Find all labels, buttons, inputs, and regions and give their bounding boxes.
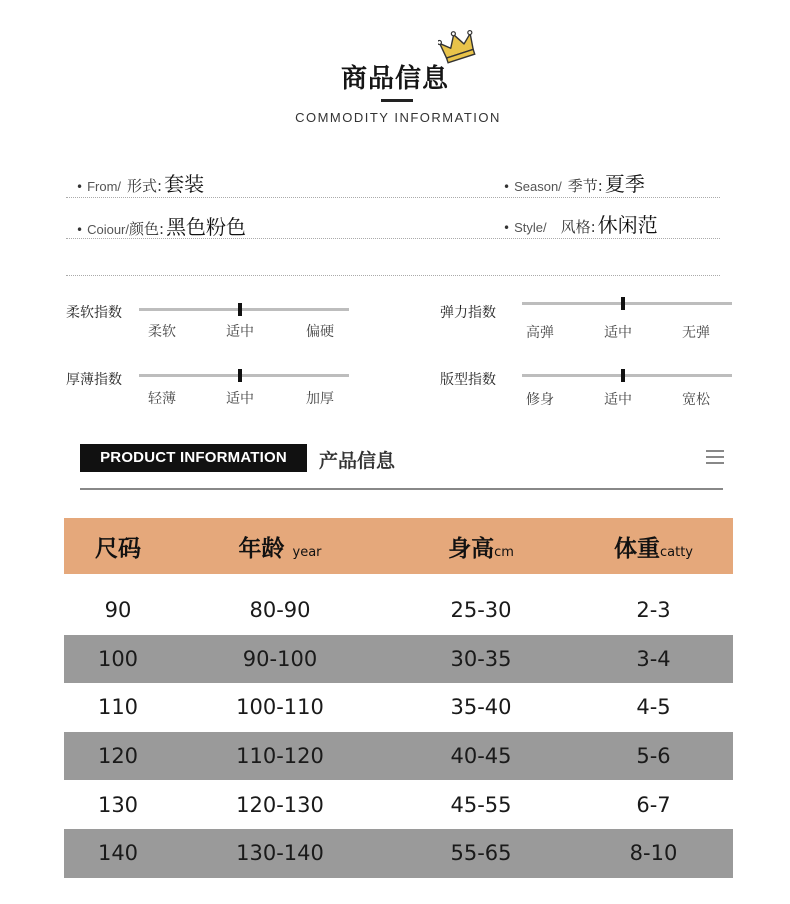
cell-age: 90-100: [242, 646, 318, 671]
cell-weight: 5-6: [636, 744, 671, 769]
thickness-option: 轻薄: [148, 391, 176, 407]
info-from-cn: 形式:: [127, 177, 163, 195]
table-row: [64, 683, 733, 732]
info-from: [76, 168, 204, 197]
thickness-option: 适中: [226, 391, 254, 407]
cell-age: 130-140: [236, 841, 324, 866]
elasticity-marker: [621, 297, 625, 310]
menu-icon: [706, 450, 724, 466]
info-style: [503, 209, 658, 238]
cell-size: 140: [97, 841, 139, 866]
cell-size: 110: [97, 695, 139, 720]
fit-label: 版型指数: [440, 372, 496, 388]
table-row: [64, 829, 733, 878]
cell-height: 30-35: [450, 646, 512, 671]
table-row: [64, 586, 733, 635]
elasticity-option: 无弹: [682, 325, 710, 341]
cell-age: 80-90: [249, 598, 311, 623]
header-height: 身高cm: [448, 535, 514, 562]
cell-age: 100-110: [236, 695, 324, 720]
elasticity-option: 高弹: [526, 325, 554, 341]
info-colour-value: 黑色粉色: [166, 215, 247, 239]
elasticity-label: 弹力指数: [440, 305, 496, 321]
cell-size: 130: [97, 792, 139, 817]
thickness-marker: [238, 369, 242, 382]
info-style-value: 休闲范: [597, 213, 658, 237]
product-info-title: 产品信息: [319, 450, 396, 472]
softness-marker: [238, 303, 242, 316]
cell-weight: 2-3: [636, 598, 671, 623]
page-title: 商品信息: [340, 64, 449, 94]
fit-option: 修身: [526, 392, 554, 408]
divider: [66, 275, 720, 276]
product-info-badge: PRODUCT INFORMATION: [80, 444, 307, 472]
info-from-value: 套装: [164, 172, 205, 196]
product-info-divider: [80, 488, 723, 490]
divider: [66, 197, 720, 198]
table-row: [64, 780, 733, 829]
cell-size: 90: [104, 598, 132, 623]
fit-marker: [621, 369, 625, 382]
crown-icon: [438, 28, 478, 66]
info-season-en: Season/: [514, 179, 562, 194]
header-weight: 体重catty: [613, 535, 693, 562]
info-season: [503, 168, 645, 197]
info-from-en: From/: [87, 179, 122, 194]
info-style-cn: 风格:: [560, 218, 596, 236]
cell-weight: 6-7: [636, 792, 671, 817]
cell-size: 120: [97, 744, 139, 769]
bullet: •: [76, 180, 84, 194]
thickness-track: [139, 374, 349, 377]
info-season-value: 夏季: [604, 172, 645, 196]
softness-option: 偏硬: [306, 324, 334, 340]
cell-height: 35-40: [450, 695, 512, 720]
size-table: [64, 518, 733, 878]
table-header: [64, 518, 733, 574]
fit-option: 适中: [604, 392, 632, 408]
softness-option: 柔软: [148, 324, 176, 340]
title-underline: [381, 99, 413, 102]
header-age: 年龄 year: [238, 535, 322, 562]
cell-age: 110-120: [236, 744, 324, 769]
cell-weight: 4-5: [636, 695, 671, 720]
table-row: [64, 635, 733, 684]
fit-track: [522, 374, 732, 377]
page-subtitle: COMMODITY INFORMATION: [295, 110, 501, 125]
cell-weight: 8-10: [629, 841, 678, 866]
thickness-label: 厚薄指数: [66, 372, 122, 388]
cell-height: 45-55: [450, 792, 512, 817]
info-colour: [76, 211, 246, 240]
cell-weight: 3-4: [636, 646, 671, 671]
bullet: •: [76, 223, 84, 237]
info-colour-cn: 颜色:: [129, 220, 165, 238]
info-style-en: Style/: [514, 220, 547, 235]
fit-option: 宽松: [682, 392, 710, 408]
softness-label: 柔软指数: [66, 305, 122, 321]
cell-age: 120-130: [236, 792, 324, 817]
divider: [66, 238, 720, 239]
info-colour-en: Coiour/: [87, 222, 129, 237]
elasticity-option: 适中: [604, 325, 632, 341]
elasticity-track: [522, 302, 732, 305]
table-row: [64, 732, 733, 781]
info-season-cn: 季节:: [567, 177, 603, 195]
cell-height: 25-30: [450, 598, 512, 623]
softness-option: 适中: [226, 324, 254, 340]
softness-track: [139, 308, 349, 311]
bullet: •: [503, 221, 511, 235]
cell-height: 55-65: [450, 841, 512, 866]
header-size: 尺码: [95, 535, 141, 562]
cell-height: 40-45: [450, 744, 512, 769]
cell-size: 100: [97, 646, 139, 671]
bullet: •: [503, 180, 511, 194]
thickness-option: 加厚: [306, 391, 334, 407]
